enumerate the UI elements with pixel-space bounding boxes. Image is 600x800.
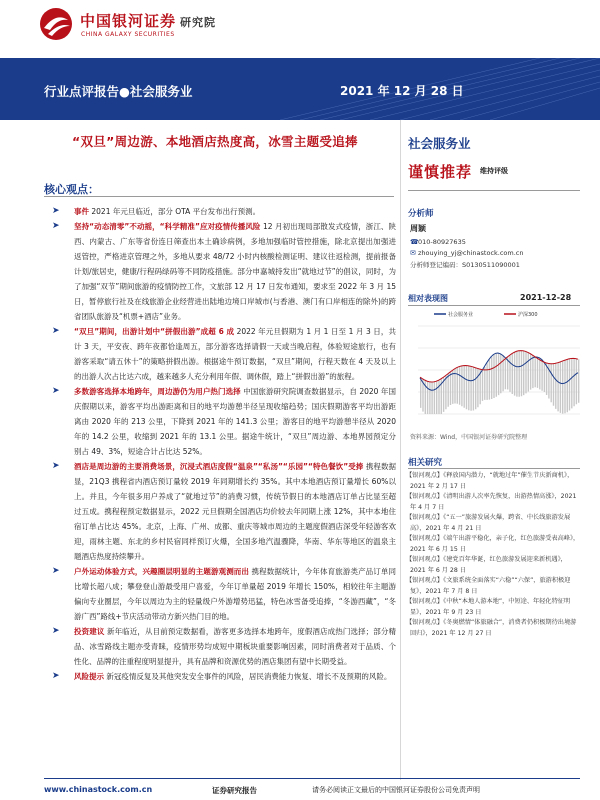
- bullet-lead: 投资建议: [74, 627, 105, 636]
- bullet-lead: “双旦”期间，出游计划中“拼假出游”成超 6 成: [74, 327, 235, 336]
- related-item[interactable]: 【银河观点】《释放国内潜力，“就地过年”催生节庆新商机》，2021 年 2 月 17 日: [406, 472, 574, 490]
- bullet-text: 携程数据统计，今年体育旅游类产品订单同比增长超八成；攀登登山游最受用户喜爱，今年订单量超 2019 年增长 150%，相较往年主题游偏向专业圈层，今年以周边为主的轻量级户外游增势迅猛，特色冰雪备受追捧，“冬游西藏”，“冬游广西”路线+节庆活动带动方新兴热门目的地。: [74, 567, 397, 621]
- related-item[interactable]: 【银河观点】《文旅系统全面落实“六稳”“六保”，旅游积极迎复》，2021 年 7 月 8 日: [406, 577, 571, 595]
- footer-website[interactable]: www.chinastock.com.cn: [44, 785, 153, 794]
- footer-divider: [44, 778, 580, 779]
- divider: [408, 468, 580, 469]
- logo-en-name: CHINA GALAXY SECURITIES: [81, 31, 175, 38]
- bullet-arrow-icon: ➤: [52, 221, 60, 231]
- analyst-phone: ☎010-80927635: [410, 238, 466, 246]
- bullet-text: 中国旅游研究院调查数据显示，自 2020 年国庆假期以来，游客平均出游距离和目的地平均游憩半径呈现收缩趋势；国庆假期游客平均出游距离由 2020 年的 213 公里，下降到 2021 年的 141.3 公里；游客目的地平均游憩半径从 2020 年的 14.2 公里，收缩到 2021 年的 13.1 公里。据途牛统计，“双旦”周边游、本地界园预定分别占 49、3%，短途合计占比达 52%。: [74, 387, 396, 456]
- related-item[interactable]: 【银河观点】《端午出游平稳化，亲子化，红色旅游受表高峰》，2021 年 6 月 15 日: [406, 535, 580, 553]
- related-item[interactable]: 【银河观点】《中秋“本地人游本地”，中短途、年轻化特征明显》，2021 年 9 月 23 日: [406, 598, 571, 616]
- bullet-lead: 多数游客选择本地跨年，周边游仍为用户热门选择: [74, 387, 241, 396]
- related-heading: 相关研究: [408, 458, 443, 468]
- analyst-name: 周颖: [410, 224, 426, 233]
- bullet-text: 新冠疫情反复及其他突发安全事件的风险，居民消费能力恢复、增长不及预期的风险。: [106, 672, 392, 681]
- bullet-lead: 坚持“动态清零”不动摇，“科学精准”应对疫情传播风险: [74, 222, 261, 231]
- divider: [408, 190, 580, 191]
- relative-performance-chart: [404, 308, 584, 422]
- logo-institute: 研究院: [180, 16, 217, 29]
- bullet-item: [44, 624, 396, 669]
- galaxy-logo-icon: [38, 6, 74, 42]
- phone-icon: ☎: [410, 238, 419, 246]
- bullet-arrow-icon: ➤: [52, 626, 60, 636]
- bullet-item: [44, 564, 396, 624]
- bullet-lead: 酒店是周边游的主要消费场景，沉浸式酒店度假“温泉”“私汤”“乐园”“特色餐饮”受捧: [74, 462, 364, 471]
- bullet-lead: 风险提示: [74, 672, 104, 681]
- bullet-item: [44, 384, 396, 459]
- related-item[interactable]: 【银河观点】《建党百年华诞，红色旅游发展迎来新机遇》，2021 年 6 月 28 日: [406, 556, 567, 574]
- related-item[interactable]: 【银河观点】《清明出游人次率先恢复，出游热情高涨》，2021 年 4 月 7 日: [406, 493, 577, 511]
- bullet-item: [44, 459, 396, 564]
- core-heading: 核心观点：: [44, 183, 99, 196]
- bullet-text: 2022 年元旦假期为 1 月 1 日至 1 月 3 日，共计 3 天，平安夜、跨年夜都恰逢周五，部分游客选择请假一天或当晚启程，体验短途旅行，也有游客采取“请五休十”的策略拼假出游。根据途牛预订数据，“双旦”期间，行程天数在 4 天及以上的出游人次占比达六成，越来越多人充分利用年假、调休假，踏上“拼假出游”的旅程。: [74, 327, 396, 381]
- bullet-item: [44, 219, 396, 324]
- legend-label-2: 沪深300: [518, 312, 538, 318]
- logo-cn-name: 中国银河证券: [80, 12, 177, 30]
- analyst-cert: 分析师登记编码：S0130511090001: [410, 261, 520, 269]
- related-item[interactable]: 【银河观点】《“五一”旅游发展火爆，跨省、中长线旅游发展高》，2021 年 4 月 21 日: [406, 514, 571, 532]
- related-list: [406, 471, 582, 639]
- report-date: 2021 年 12 月 28 日: [340, 84, 464, 98]
- analyst-email[interactable]: ✉ zhouying_yj@chinastock.com.cn: [410, 249, 524, 257]
- bullet-lead: 户外运动体验方式，兴趣圈层明显的主题游观测而出: [74, 567, 250, 576]
- column-divider: [400, 120, 401, 780]
- bullet-arrow-icon: ➤: [52, 386, 60, 396]
- bullet-arrow-icon: ➤: [52, 461, 60, 471]
- footer-label: 证券研究报告: [212, 786, 257, 795]
- related-item[interactable]: 【银河观点】《冬奥燃情“体旅融合”，消费者仍积极期待出境游回归》，2021 年 12 月 27 日: [406, 619, 577, 637]
- bullet-text: 携程数据显，21Q3 携程省内酒店预订量较 2019 年同期增长约 35%。其中本地酒店预订量增长 60%以上。并且，今年很多用户养成了“就地过节”的消费习惯，传统节假日的本地酒店订单占比显至超过五成。携程程预定数据显示，2022 元旦假期全国酒店均价较去年同期上涨 12%，其中本地住宿订单占比达 45%。北京，上海、广州、成都、重庆等城市周边的主题度假酒店深受年轻游客欢迎，雨林主题、东北的乡村民宿同样预订火爆，全国多地汽温骤降，华南、华东等地区的温泉主题酒店热度持续攀升。: [74, 462, 397, 561]
- analyst-heading: 分析师: [408, 209, 434, 219]
- bullet-text: 新年临近，从目前预定数据看，游客更多选择本地跨年，度假酒店成热门选择；部分精品、冰雪路线主题亦受青睐，疫情形势均成短中期板块重要影响因素，同时消费者对于品质、个性化、品牌的注重程度明显提升，具有品牌和资源优势的酒店集团有望中长期受益。: [74, 627, 397, 666]
- company-logo: [38, 6, 238, 46]
- bullet-list: [44, 204, 396, 684]
- divider: [408, 305, 580, 306]
- chart-source: 资料来源：Wind，中国银河证券研究院整理: [410, 434, 528, 441]
- chart-date: 2021-12-28: [520, 293, 572, 302]
- report-title: “双旦”周边游、本地酒店热度高，冰雪主题受追捧: [72, 134, 358, 149]
- report-type: 行业点评报告●社会服务业: [44, 84, 193, 99]
- rating-note: 维持评级: [480, 167, 508, 175]
- footer-disclaimer: 请务必阅读正文最后的中国银河证券股份公司免责声明: [312, 786, 480, 794]
- bullet-arrow-icon: ➤: [52, 566, 60, 576]
- sector-name: 社会服务业: [408, 136, 471, 151]
- bullet-arrow-icon: ➤: [52, 326, 60, 336]
- chart-heading: 相对表现图: [408, 294, 448, 303]
- bullet-lead: 事件: [74, 207, 89, 216]
- bullet-arrow-icon: ➤: [52, 671, 60, 681]
- rating: 谨慎推荐: [408, 163, 473, 181]
- bullet-arrow-icon: ➤: [52, 206, 60, 216]
- divider: [44, 196, 394, 197]
- bullet-item: [44, 204, 396, 219]
- legend-label-1: 社会服务业: [448, 312, 474, 318]
- email-icon: ✉: [410, 249, 416, 257]
- bullet-text: 2021 年元旦临近，部分 OTA 平台发布出行预测。: [91, 207, 261, 216]
- bullet-item: [44, 669, 396, 684]
- bullet-item: [44, 324, 396, 384]
- bullet-text: 12 月初出现局部散发式疫情，浙江、陕西、内蒙古、广东等省份连日筛查出本土确诊病例，多地加强临时管控措施，除北京提出加强进返管控，严格进京管理之外，多地从要求 48/72 小时内核酸检测证明、建议往返检测，提前报备计划/旅居史，健康/行程码绿码等不同防疫措施。部分申嘉城持发出“就地过节”的倡议，同时，为了加强“双节”期间旅游的疫情防控工作，文旅部 12 月 17 日发布通知，要求至 2022 年 3 月 15 日，暂停旅行社及在线旅游企业经营进出陆地边境口岸城市(与香港、澳门有口岸相连的除外)的跨省团队旅游及“机票+酒店”业务。: [74, 222, 396, 321]
